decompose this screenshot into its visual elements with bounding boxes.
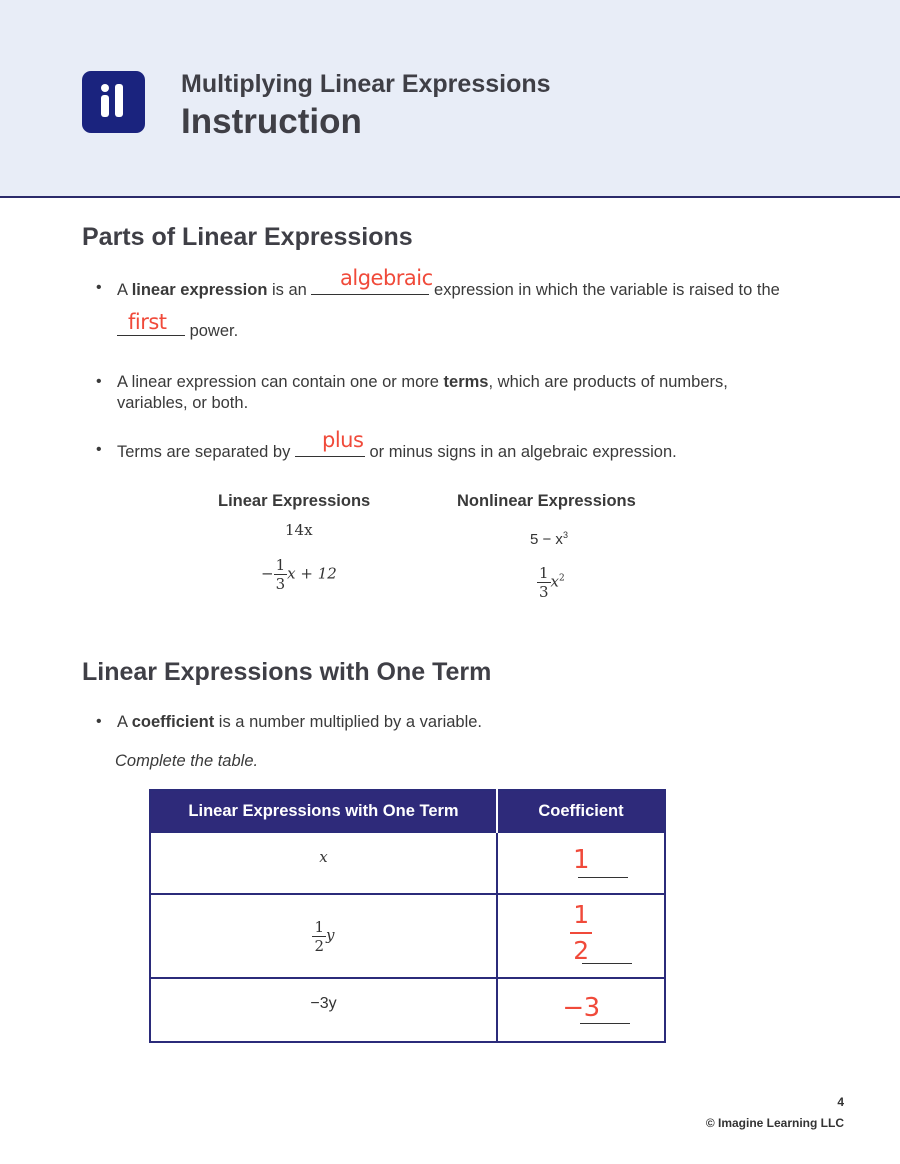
text: A [117, 713, 132, 731]
table-row [150, 978, 665, 1042]
table-row [150, 832, 665, 894]
handwritten-answer-algebraic: algebraic [340, 266, 433, 290]
numerator: 1 [314, 917, 325, 936]
fraction [312, 918, 326, 955]
copyright: © Imagine Learning LLC [705, 1116, 844, 1130]
answer-line [578, 877, 628, 878]
denominator: 3 [275, 575, 286, 593]
bullet-dot: • [96, 279, 102, 296]
page-title: Instruction [181, 102, 362, 141]
nonlinear-example-2 [537, 564, 565, 601]
bullet-coefficient [117, 712, 482, 732]
text: is a number multiplied by a variable. [214, 713, 483, 731]
table-header-coefficient: Coefficient [497, 790, 665, 832]
exponent: 2 [559, 573, 565, 584]
expression-half-y [312, 917, 335, 955]
il-logo-icon [82, 71, 145, 133]
linear-example-1: 14x [285, 521, 313, 539]
page-number: 4 [837, 1095, 844, 1109]
bullet-separated [117, 440, 677, 462]
coefficient-cell[interactable] [497, 832, 665, 894]
linear-example-2 [261, 556, 337, 593]
fraction [537, 564, 551, 601]
answer-line [580, 1023, 630, 1024]
imagine-learning-logo [82, 71, 145, 133]
bullet-dot: • [96, 441, 102, 458]
nonlinear-expressions-heading: Nonlinear Expressions [457, 492, 636, 510]
handwritten-coefficient-neg3: −3 [562, 993, 600, 1023]
bullet-linear-expression [117, 278, 780, 300]
handwritten-coefficient-half [498, 900, 664, 966]
numerator: 1 [573, 900, 589, 929]
bold-term: linear expression [131, 281, 268, 299]
bold-term: coefficient [131, 713, 215, 731]
bullet-dot: • [96, 373, 102, 390]
denominator: 3 [539, 583, 549, 601]
linear-expressions-heading: Linear Expressions [218, 492, 371, 510]
table-row [150, 894, 665, 978]
variable: x [550, 572, 560, 591]
coefficient-cell[interactable] [497, 894, 665, 978]
coefficient-cell[interactable] [497, 978, 665, 1042]
expression-cell [150, 832, 497, 894]
text: is an [267, 281, 312, 299]
bold-term: terms [443, 373, 489, 391]
bullet-terms-line2: variables, or both. [117, 394, 249, 412]
handwritten-answer-plus: plus [322, 428, 364, 452]
denominator: 2 [314, 936, 325, 955]
term-rest: x + 12 [287, 564, 337, 583]
numerator: 1 [275, 556, 286, 574]
expression-cell [150, 894, 497, 978]
denominator: 2 [573, 936, 589, 965]
handwritten-answer-first: first [128, 310, 167, 334]
page-header [0, 0, 900, 198]
text: A [117, 281, 132, 299]
text: or minus signs in an algebraic expression. [364, 443, 677, 461]
exponent: 3 [562, 530, 568, 540]
text: expression in which the variable is raised to the [429, 281, 780, 299]
sign: − [261, 564, 274, 583]
text: Terms are separated by [117, 443, 295, 461]
nonlinear-example-1 [530, 530, 568, 548]
fraction [274, 556, 288, 593]
table-header-expression: Linear Expressions with One Term [150, 790, 497, 832]
text: power. [185, 322, 239, 340]
lesson-title: Multiplying Linear Expressions [181, 70, 551, 98]
bullet-terms [117, 372, 728, 392]
expression-x: x [319, 847, 328, 866]
variable: y [326, 926, 335, 944]
section-heading-parts: Parts of Linear Expressions [82, 223, 413, 251]
expression-neg3y: −3y [310, 995, 337, 1012]
numerator: 1 [539, 564, 549, 582]
base: 5 − x [530, 531, 563, 548]
handwritten-coefficient-1: 1 [572, 845, 590, 875]
instruction-text: Complete the table. [115, 752, 259, 770]
fraction-bar [570, 932, 592, 934]
coefficient-table [149, 789, 666, 1043]
section-heading-one-term: Linear Expressions with One Term [82, 658, 492, 686]
text: , which are products of numbers, [488, 373, 728, 391]
text: A linear expression can contain one or more [117, 373, 444, 391]
expression-cell [150, 978, 497, 1042]
bullet-dot: • [96, 713, 102, 730]
answer-line [582, 963, 632, 964]
